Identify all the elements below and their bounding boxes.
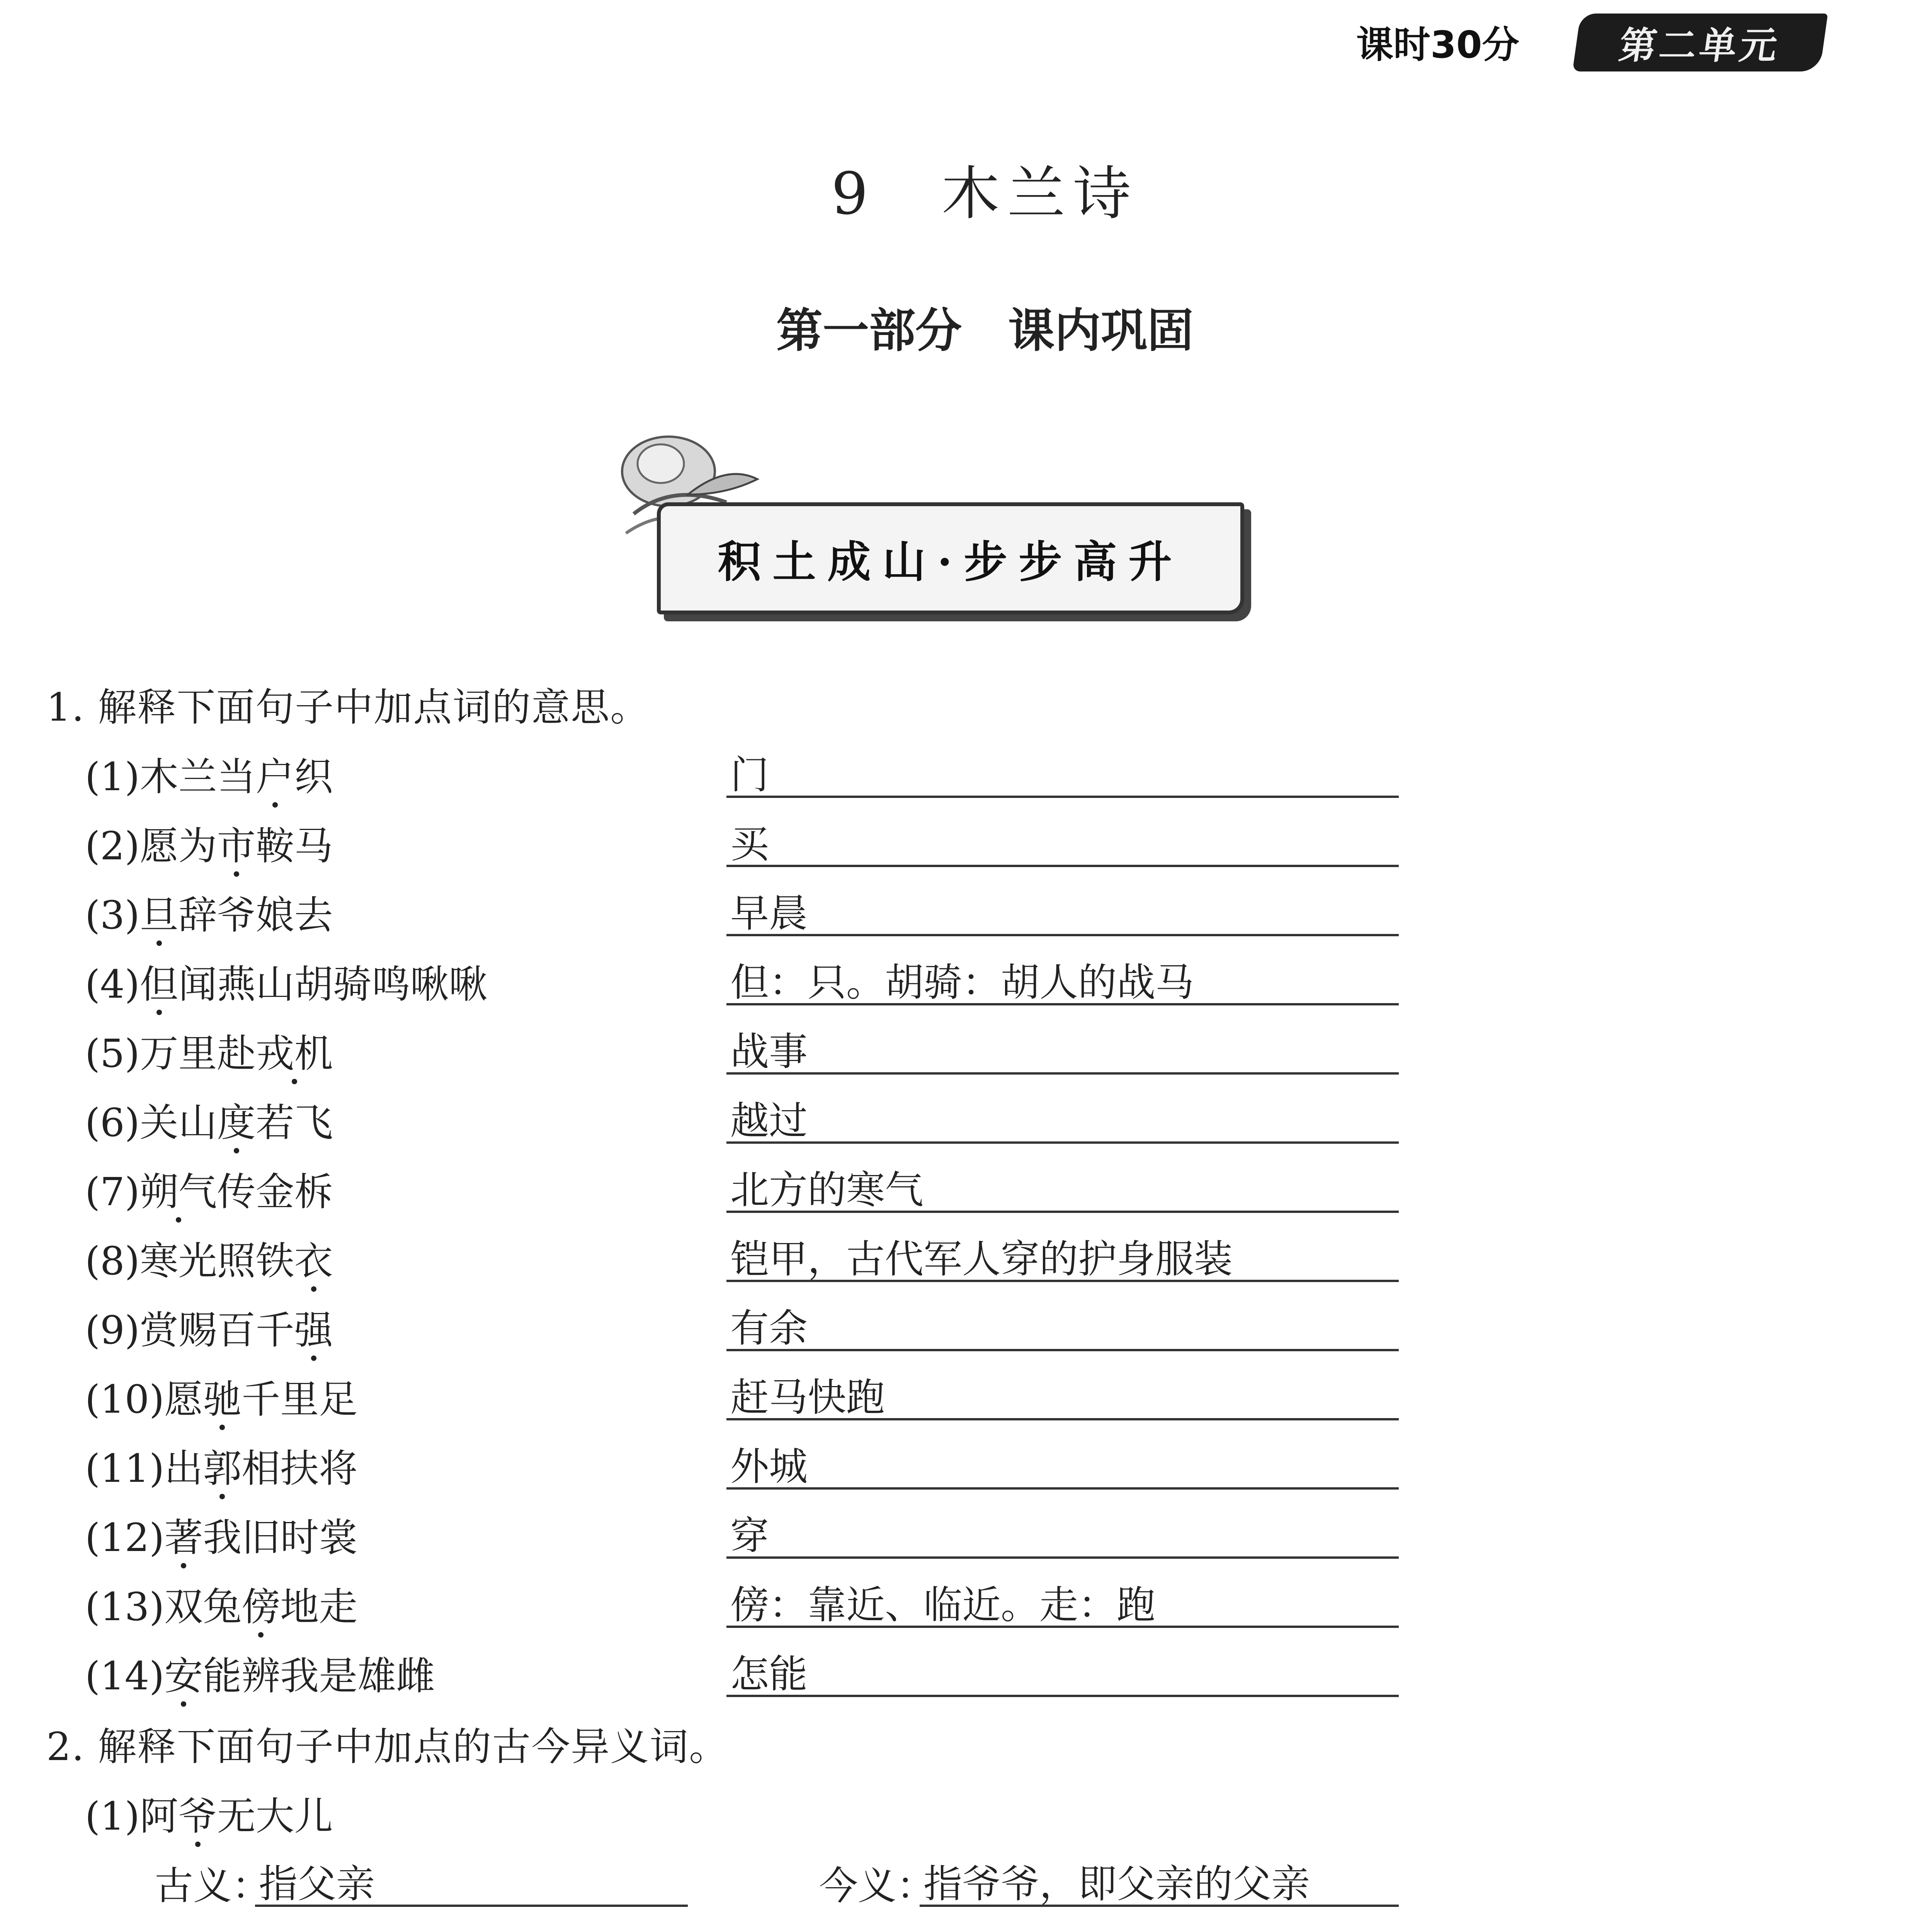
lesson-title: 9 木兰诗 [831,160,1139,228]
q1-item-label [85,815,333,871]
new-meaning-field[interactable]: 指爷爷，即父亲的父亲 [920,1853,1399,1907]
label-text: 我旧时裳 [203,1515,358,1560]
label-text: (9)赏赐百千 [85,1308,294,1353]
header-timer-label: 课时30分 [1356,23,1519,66]
question-1-heading: 1. 解释下面句子中加点词的意思。 [46,685,650,730]
q1-answer-field[interactable]: 战事 [726,1020,1399,1075]
unit-badge: 第二单元 [1572,14,1828,71]
old-meaning-prefix: 古义： [155,1863,270,1908]
label-text: (3) [85,893,140,938]
dotted-word: 驰 [203,1368,242,1424]
label-text: 闻燕山胡骑鸣啾啾 [178,962,488,1007]
old-meaning-field[interactable]: 指父亲 [255,1853,688,1907]
label-text: (1)阿 [85,1794,179,1839]
label-text: (11)出 [85,1446,203,1491]
label-text: 无大儿 [217,1794,333,1839]
q2-item-label [85,1925,488,1932]
dotted-word: 户 [256,746,294,801]
dotted-word: 度 [217,1092,256,1147]
dotted-word: 强 [294,1299,333,1355]
section-banner: 积土成山·步步高升 [657,502,1244,614]
q1-answer-field[interactable]: 买 [726,813,1399,867]
label-text: 若飞 [255,1100,333,1145]
q1-item-label [85,884,333,940]
label-text: 传金柝 [217,1169,333,1214]
q1-answer-field[interactable]: 外城 [726,1435,1399,1490]
label-text: 相扶将 [242,1446,358,1491]
q1-item-label [85,1368,357,1424]
q1-answer-field[interactable]: 门 [726,744,1399,798]
label-text: (4) [85,962,140,1007]
q1-answer-field[interactable]: 早晨 [726,882,1399,936]
q1-item-label [85,1299,333,1355]
part-title: 第一部分 课内巩固 [776,304,1194,358]
q1-answer-field[interactable]: 但：只。胡骑：胡人的战马 [726,951,1399,1005]
question-2-heading: 2. 解释下面句子中加点的古今异义词。 [46,1724,729,1769]
dotted-word: 衣 [294,1230,333,1286]
q1-item-label [85,1161,333,1216]
q1-answer-field[interactable]: 傍：靠近、临近。走：跑 [726,1574,1399,1628]
dotted-word: 但 [140,953,179,1009]
label-text: 千里足 [242,1377,358,1422]
q1-answer-field[interactable]: 穿 [726,1505,1399,1559]
dotted-word: 郭 [203,1437,242,1493]
q1-answer-field[interactable]: 北方的寒气 [726,1159,1399,1213]
q2-item-label [85,1785,333,1841]
q1-answer-field[interactable]: 有余 [726,1297,1399,1351]
label-text: 辞爷娘去 [178,893,333,938]
label-text: 鞍马 [255,823,333,869]
q1-item-label [85,953,488,1009]
q1-item-label [85,1576,357,1631]
label-text: (10)愿 [85,1377,203,1422]
q1-item-label [85,1022,333,1078]
q1-item-label [85,746,333,801]
label-text: 织 [294,754,333,799]
label-text: 能辨我是雄雌 [203,1653,435,1699]
label-text: (6)关山 [85,1100,217,1145]
label-text: (12) [85,1515,165,1560]
q1-answer-field[interactable]: 越过 [726,1090,1399,1144]
label-text: (2)愿为 [85,823,217,869]
dotted-word: 市 [217,815,256,871]
dotted-word: 著 [164,1507,203,1562]
q1-answer-field[interactable]: 铠甲，古代军人穿的护身服装 [726,1228,1399,1282]
dotted-word [140,1925,179,1932]
dotted-word: 安 [164,1645,203,1701]
q1-item-label [85,1092,333,1147]
label-text: (7) [85,1169,140,1214]
label-text: (14) [85,1653,165,1699]
label-text: 地走 [280,1584,358,1629]
dotted-word: 戎机 [256,1022,333,1078]
dotted-word: 傍 [242,1576,280,1631]
q1-answer-field[interactable]: 赶马快跑 [726,1366,1399,1420]
label-text: (8)寒光照铁 [85,1238,294,1284]
q1-item-label [85,1645,435,1701]
new-meaning-prefix: 今义： [819,1863,935,1908]
q1-answer-field[interactable]: 怎能 [726,1643,1399,1697]
label-text: (5)万里赴 [85,1031,256,1076]
dotted-word: 朔气 [140,1161,217,1216]
q1-item-label [85,1437,357,1493]
label-text: (13)双兔 [85,1584,242,1629]
dotted-word: 爷 [179,1785,217,1841]
label-text: (1)木兰当 [85,754,256,799]
q1-item-label [85,1230,333,1286]
dotted-word: 旦 [140,884,179,940]
q1-item-label [85,1507,357,1562]
